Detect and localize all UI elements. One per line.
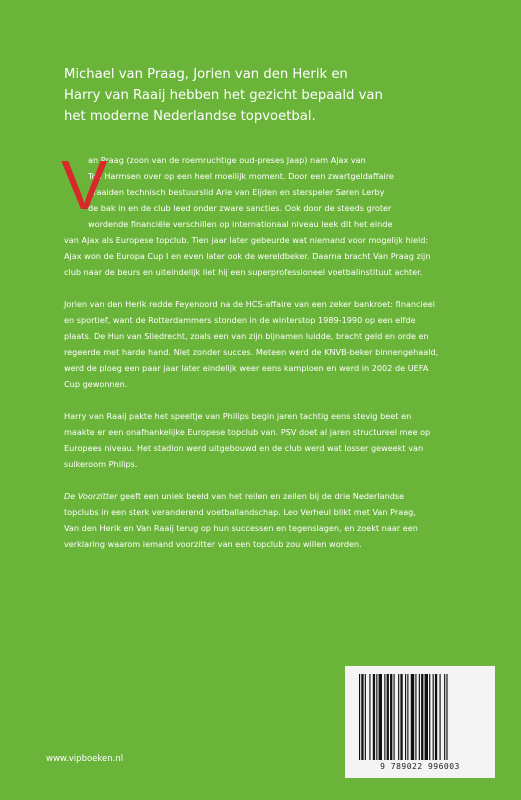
text-line: Jorien van den Herik redde Feyenoord na de HCS-affaire van een zeker bankroet: financieel bbox=[64, 299, 435, 309]
intro-line: het moderne Nederlandse topvoetbal. bbox=[64, 109, 316, 124]
paragraph-de-voorzitter bbox=[64, 488, 494, 552]
intro-tagline bbox=[64, 64, 494, 127]
text-line: draaiden technisch bestuurslid Arie van Eijden en sterspeler Søren Lerby bbox=[88, 187, 385, 197]
paragraph-van-praag bbox=[61, 146, 494, 280]
text-line: verklaring waarom iemand voorzitter van een topclub zou willen worden. bbox=[64, 539, 362, 549]
text-line: van Ajax als Europese topclub. Tien jaar later gebeurde wat niemand voor mogelijk hield: bbox=[64, 235, 429, 245]
publisher-website: www.vipboeken.nl bbox=[46, 754, 124, 764]
text-line: topclubs in een sterk veranderend voetballandschap. Leo Verheul blikt met Van Praag, bbox=[64, 507, 416, 517]
text-fragment: geeft een uniek beeld van het reilen en zeilen bij de drie Nederlandse bbox=[117, 491, 405, 501]
text-line: Ajax won de Europa Cup I en even later ook de wereldbeker. Daarna bracht Van Praag zijn bbox=[64, 251, 431, 261]
text-line bbox=[64, 488, 494, 504]
paragraph-van-raaij bbox=[64, 408, 494, 472]
text-line: plaats. De Hun van Sliedrecht, zoals een van zijn bijnamen luidde, bracht geld en orde en bbox=[64, 331, 429, 341]
text-line: an Praag (zoon van de roemruchtige oud-preses Jaap) nam Ajax van bbox=[88, 155, 366, 165]
isbn-number: 9 789022 996003 bbox=[380, 762, 460, 771]
barcode-bars bbox=[355, 674, 485, 760]
paragraph-van-den-herik bbox=[64, 296, 494, 392]
text-line: en sportief, want de Rotterdammers stonden in de winterstop 1989-1990 op een elfde bbox=[64, 315, 416, 325]
text-line: Cup gewonnen. bbox=[64, 379, 128, 389]
book-title: De Voorzitter bbox=[64, 491, 118, 501]
text-line: regeerde met harde hand. Niet zonder succes. Meteen werd de KNVB-beker binnengehaald, bbox=[64, 347, 439, 357]
text-line: de bak in en de club leed onder zware sancties. Ook door de steeds groter bbox=[88, 203, 392, 213]
intro-line: Michael van Praag, Jorien van den Herik en bbox=[64, 67, 348, 82]
text-line: Harry van Raaij pakte het speeltje van Philips begin jaren tachtig eens stevig beet en bbox=[64, 411, 412, 421]
text-line: werd de ploeg een paar jaar later eindelijk weer eens kampioen en werd in 2002 de UEFA bbox=[64, 363, 429, 373]
text-line: wordende financiële verschillen op internationaal niveau leek dit het einde bbox=[88, 219, 393, 229]
text-line: club naar de beurs en uiteindelijk liet hij een superprofessioneel voetbalinstituut achter. bbox=[64, 267, 423, 277]
intro-line: Harry van Raaij hebben het gezicht bepaald van bbox=[64, 88, 383, 103]
text-line: Van den Herik en Van Raaij terug op hun successen en tegenslagen, en zoekt naar een bbox=[64, 523, 418, 533]
text-line: Ton Harmsen over op een heel moeilijk moment. Door een zwartgeldaffaire bbox=[88, 171, 394, 181]
text-line: Europees niveau. Het stadion werd uitgebouwd en de club werd wat losser geweekt van bbox=[64, 443, 424, 453]
text-line: maakte er een onafhankelijke Europese topclub van. PSV doet al jaren structureel mee op bbox=[64, 427, 431, 437]
blurb-body bbox=[61, 146, 494, 568]
isbn-barcode bbox=[345, 666, 495, 778]
drop-cap: V bbox=[61, 146, 108, 224]
text-line: suikeroom Philips. bbox=[64, 459, 138, 469]
